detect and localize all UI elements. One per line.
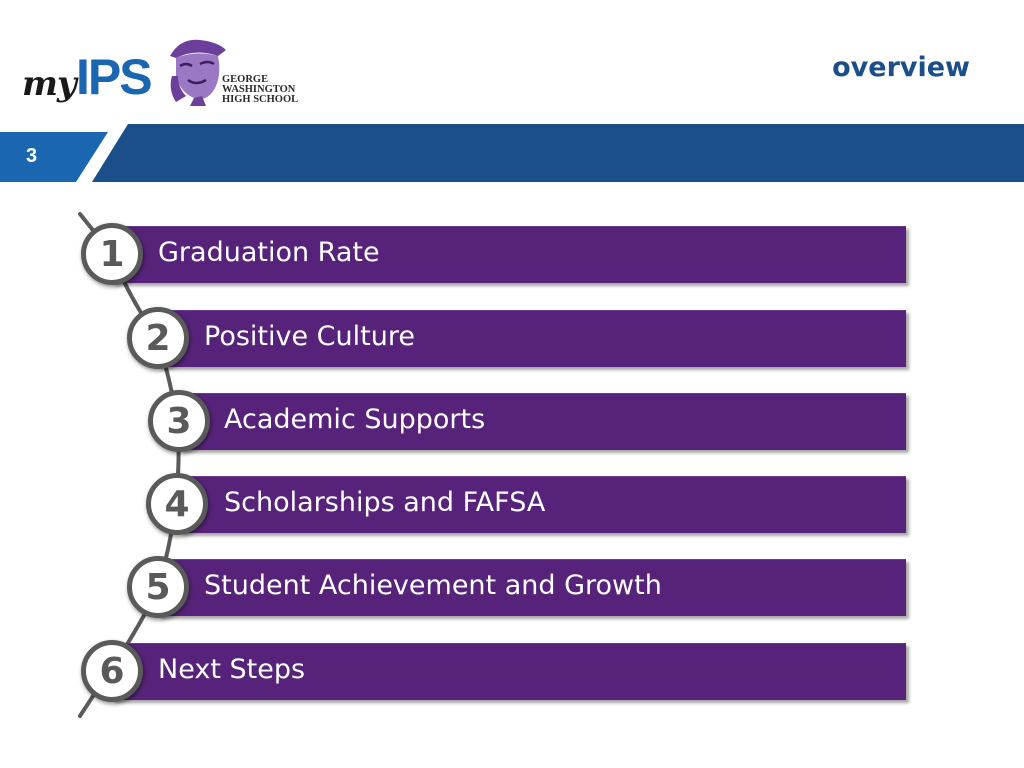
item-number: 2 (145, 317, 171, 359)
item-label: Academic Supports (224, 404, 486, 435)
item-number: 5 (145, 566, 171, 608)
item-label: Student Achievement and Growth (204, 570, 662, 601)
item-number-badge (148, 390, 210, 452)
item-number-badge (81, 223, 143, 285)
item-number-badge (81, 640, 143, 702)
page-title: overview (832, 52, 970, 83)
item-number-badge (146, 473, 208, 535)
list-item (112, 643, 906, 700)
item-number: 1 (99, 233, 125, 275)
list-item (112, 226, 906, 283)
item-number-badge (127, 307, 189, 369)
list-item (158, 559, 906, 616)
school-name-line3: HIGH SCHOOL (222, 94, 299, 105)
item-label: Scholarships and FAFSA (224, 487, 546, 518)
logo-my-text: my (22, 64, 76, 104)
list-item (180, 393, 906, 450)
item-number: 4 (164, 483, 190, 525)
school-name-line1: GEORGE (222, 74, 269, 85)
item-label: Graduation Rate (158, 237, 380, 268)
item-label: Positive Culture (204, 321, 415, 352)
item-label: Next Steps (158, 654, 306, 685)
school-name-line2: WASHINGTON (222, 84, 296, 95)
slide-number: 3 (26, 145, 38, 167)
item-number-badge (127, 556, 189, 618)
list-item (180, 476, 906, 533)
list-item (158, 310, 906, 367)
logo-ips-text: IPS (76, 49, 151, 105)
item-number: 3 (166, 400, 192, 442)
item-number: 6 (99, 650, 125, 692)
